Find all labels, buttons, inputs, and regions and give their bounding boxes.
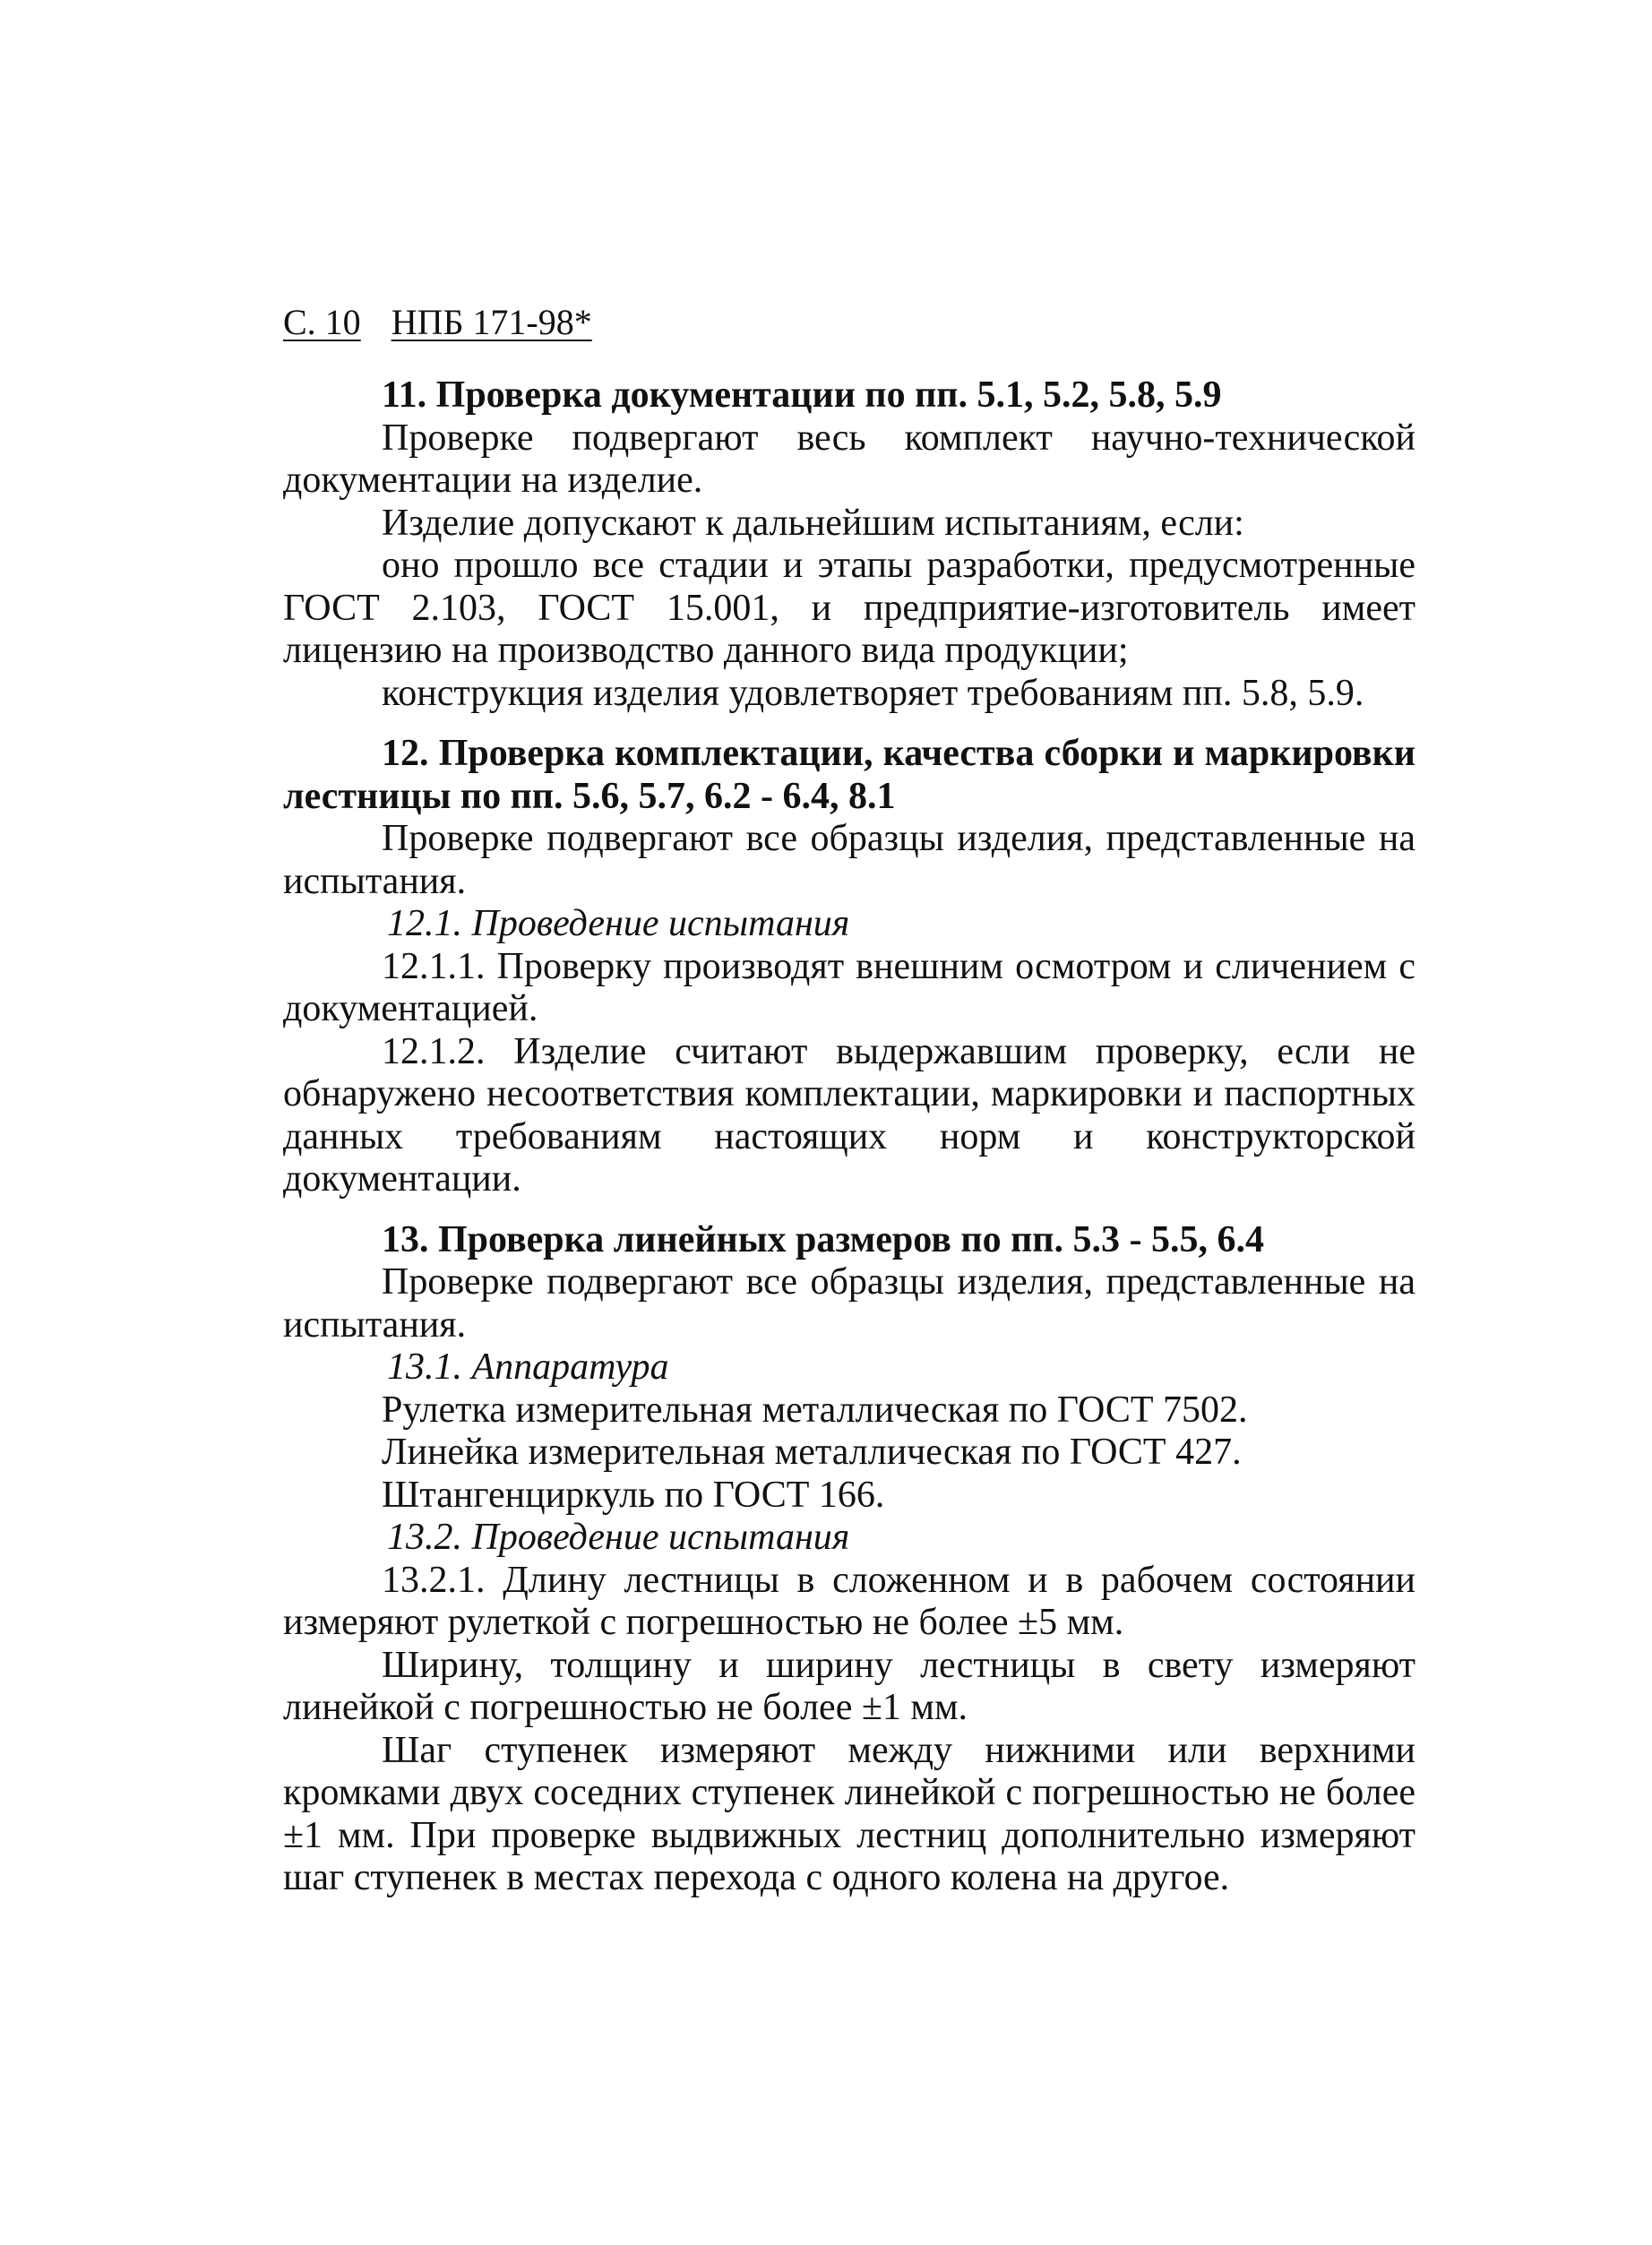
paragraph: 12.1.2. Изделие считают выдержавшим проверку, если не обнаружено несоответствия комплектации, маркировки и паспортных данных требованиям настоящих норм и конструкторской документации.: [283, 1030, 1415, 1200]
paragraph: Изделие допускают к дальнейшим испытаниям, если:: [382, 502, 1244, 544]
page-number: С. 10: [283, 302, 361, 342]
document-body: [283, 374, 1415, 1900]
paragraph: 12.1.1. Проверку производят внешним осмотром и сличением с документацией.: [283, 945, 1415, 1029]
list-item: оно прошло все стадии и этапы разработки, предусмотренные ГОСТ 2.103, ГОСТ 15.001, и предприятие-изготовитель имеет лицензию на производство данного вида продукции;: [283, 545, 1415, 671]
paragraph: Проверке подвергают все образцы изделия, представленные на испытания.: [283, 1261, 1415, 1346]
equipment-item: Линейка измерительная металлическая по ГОСТ 427.: [382, 1432, 1242, 1473]
section-12-heading: 12. Проверка комплектации, качества сборки и маркировки лестницы по пп. 5.6, 5.7, 6.2 - 6.4, 8.1: [283, 733, 1415, 817]
subsection-heading: 13.1. Аппаратура: [387, 1346, 669, 1388]
paragraph: Проверке подвергают весь комплект научно-технической документации на изделие.: [283, 417, 1415, 501]
section-13-heading: 13. Проверка линейных размеров по пп. 5.3 - 5.5, 6.4: [382, 1218, 1264, 1260]
paragraph: 13.2.1. Длину лестницы в сложенном и в рабочем состоянии измеряют рулеткой с погрешностью не более ±5 мм.: [283, 1559, 1415, 1643]
document-code: НПБ 171-98*: [391, 302, 592, 342]
page-header: [283, 301, 592, 344]
section-11-heading: 11. Проверка документации по пп. 5.1, 5.2, 5.8, 5.9: [382, 374, 1222, 416]
paragraph: Шаг ступенек измеряют между нижними или верхними кромками двух соседних ступенек линейкой с погрешностью не более ±1 мм. При проверке выдвижных лестниц дополнительно измеряют шаг ступенек в местах перехода с одного колена на другое.: [283, 1729, 1415, 1898]
equipment-item: Рулетка измерительная металлическая по ГОСТ 7502.: [382, 1389, 1248, 1431]
paragraph: Ширину, толщину и ширину лестницы в свету измеряют линейкой с погрешностью не более ±1 мм.: [283, 1644, 1415, 1728]
subsection-heading: 12.1. Проведение испытания: [387, 903, 850, 944]
subsection-heading: 13.2. Проведение испытания: [387, 1517, 850, 1558]
paragraph: Проверке подвергают все образцы изделия, представленные на испытания.: [283, 818, 1415, 902]
equipment-item: Штангенциркуль по ГОСТ 166.: [382, 1474, 885, 1516]
list-item: конструкция изделия удовлетворяет требованиям пп. 5.8, 5.9.: [382, 672, 1364, 714]
